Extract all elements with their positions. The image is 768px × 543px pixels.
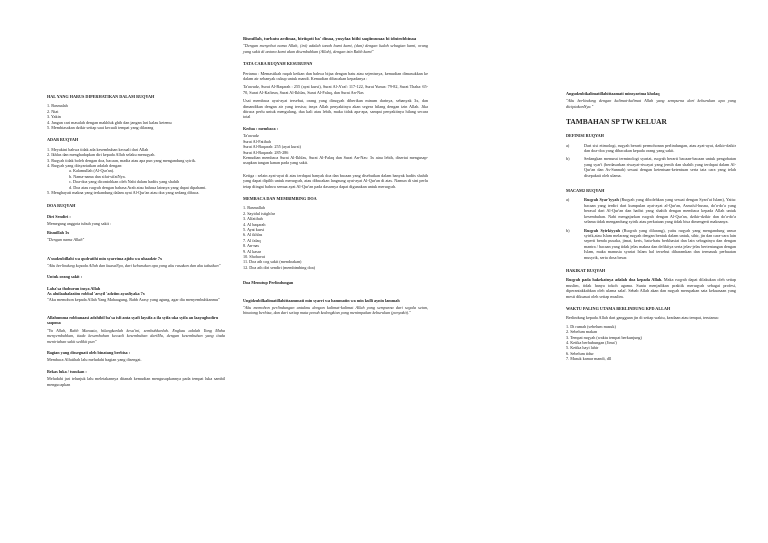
subheading-orang-sakit: Untuk orang sakit :: [47, 274, 83, 280]
list-item: 1. Meyakini bahwa tidak ada kesembuhan kecuali dari Allah: [47, 146, 149, 152]
paragraph: Meludahi jari telunjuk lalu meletakannya ditanah kemudian mengusapkannya pada tempat luka sambil mengucapkan: [47, 376, 225, 387]
list-item: 2. Niat: [47, 108, 59, 114]
doa-as-aluilah: As aluilaahalaziim robbal 'arsyil 'adziim ayasfiyaka 7x: [47, 291, 145, 297]
heading-waktu: WAKTU PALING UTAMA BERLINDUNG KPD ALLAH: [566, 305, 671, 311]
paragraph-ketiga: Ketiga : selain ayat-ayat di atas terdapat banyak doa dan bacaan yang disebutkan dalam banyak hadits shahih yang dapat dipilih untuk meruqyah, atau dibacakan langsung ayat-ayat Al-Qur'an di atas. Namun di sini perlu tetap diingat bahwa semua ayat Al-Qur'an pada dasarnya dapat digunakan untuk meruqyah.: [243, 172, 428, 189]
list-item: 3. Ruqyah tidak boleh dengan doa, bacaan, madia atau apa pun yang mengandung syirik.: [47, 157, 196, 163]
waktu-text: Berlindung kepada Allah dari gangguan jin di setiap waktu, keadaan atau tempat, terutama:: [566, 315, 719, 321]
doa-laba-sa: Laba'sa thohurun insya Allah: [47, 285, 101, 291]
list-item: 6. Al ikhlas: [243, 232, 263, 238]
section-title-tambahan: TAMBAHAN SP TW KELUAR: [566, 117, 667, 127]
list-item: a. Kalamullah (Al-Qur'an).: [69, 168, 115, 174]
list-item: 5. Ayat kursi: [243, 226, 265, 232]
doa-translation: "Aku berlindung kepada Allah dan kuasaNya, dari keburukan apa yang aku rasakan dan aku takutkan": [47, 262, 221, 268]
doa-bismillah-turbatu: Bismillah, turbatu ardinaa, biriiqoti ba' dinaa, yusyfaa biihi saqiimunaa bi idnirobbinaa: [243, 36, 417, 41]
list-item: 4. Ketika berhubungan (Jima'): [566, 340, 617, 345]
list-item: 2. Ikhlas dan menghadapkan diri kepada Allah selaku meruqyah.: [47, 152, 156, 158]
list-item: 1. Basmalah: [47, 103, 68, 109]
list-item: 1. Di rumah (sebelum masuk): [566, 323, 616, 329]
list-item: Surat Al-Fatihah: [243, 138, 271, 144]
list-item: Surat Al-Baqarah: 285-286: [243, 149, 289, 155]
doa-translation: "Dengan nama Allah": [47, 237, 85, 243]
list-item: d. Doa atau ruqyah dengan bahasa Arab atau bahasa lainnya yang dapat dipahami.: [69, 184, 207, 190]
hakikat-lead: Ruqyah pada hakekatnya adalah doa kepada Allah.: [566, 277, 663, 283]
heading-adab: ADAB RUQYAH: [47, 137, 79, 143]
list-item: 12. Doa ath diri sendiri (membimbing doa): [243, 264, 315, 270]
doa-translation: "Aku memohon perlindungan untuknu dengan kalimat-kalimat Allah yang sempurna dari segala setan, binatang berbisa, dan dari setiap mata penuh kedengkian yang menimpakan keburukan (penyakit).": [243, 305, 428, 316]
paragraph: Membaca Alfatihah lalu meludahi bagian yang disengat.: [47, 357, 142, 363]
list-item: 6. Sebelum tidur: [566, 350, 594, 356]
subheading-bagian: Bagian yang disseguati oleh binatang berbisa :: [47, 350, 131, 355]
list-item: 5. Ketika hayi lahir: [566, 345, 599, 351]
definisi-b: Sedangkan menurut terminologi syariat, ruqyah berarti bacaan-bacaan untuk pengobatan yang syar'i (berdasarkan riwayat-riwayat yang jernih dan shahih yang terdapat dalam Al-Qur'an dan As-Sunnah) sesuai dengan ketentuan-ketentuan serta tata cara yang telah disepakati oleh ulama.: [584, 156, 736, 178]
heading-tata-cara: TATA CARA RUQYAH KESURUPAN: [243, 61, 313, 67]
doa-translation: "Dengan menyebut nama Allah, (ini) adalah tanah bumi kami, (dan) dengan ludah sebagian kami, orang yang sakit di antara kami akan disembuhkan (Allah), dengan izin Rabb kami": [243, 43, 428, 54]
list-item: 7. Al falaq: [243, 237, 261, 243]
heading-macam: MACAM2 RUQYAH: [566, 188, 605, 194]
macam-a-title: Ruqyah Syar'iyyah: [584, 197, 619, 203]
macam-b-title: Ruqyah Syirkiyyah: [584, 227, 621, 233]
list-item: Ta'awudz: [243, 133, 259, 139]
heading-membaca-doa: MEMBACA DAN MEMBIMBING DOA: [243, 195, 317, 201]
list-item: 10. Shohavat: [243, 254, 265, 259]
heading-hakikat: HAKIKAT RUQYAH: [566, 267, 606, 273]
list-item: b. Nama-nama dan sifat-sifatNya.: [69, 173, 126, 179]
list-item: Kemudian membaca Surat Al-Ikhlas, Surat Al-Falaq dan Surat An-Nas: 3x atau lebih, disertai mengusap-usapkan tangan kanan pada yang sakit.: [243, 154, 428, 166]
doa-ungidzubil: Ungidzubilkalimatillahittaammati min syarri wa hammatin wa min kulli aynin lammah: [243, 297, 400, 303]
subheading-doa-menutup: Doa Menutup Perlindungan: [243, 280, 294, 286]
list-item: 5. Membiasakan dzikir setiap saat kecuali tempat yang dilarang: [47, 125, 154, 131]
macam-b-text: (Ruqyah yang dilarang), yaitu ruqyah yang mengandung unsur syirik,atau Islam melarang ruqyah dengan bentuk dalam untuk, sihir, jin dan cara-cara lain seperti benda pusaka, jimat, keris, batu-batu berkhasiat dan lain sebagainya dan dengan mantra / bacaan yang tidak jelas makna dan defikitya serta jelas-jelas bertentangan dengan Islam, maka manusia syariat Islam hal tersebut diharamkan dan termasuk perbuatan musyrik, serta dosa besar.: [584, 227, 737, 260]
doa-translation: "Aku berlindung dengan kalimat-kalimat Allah yang sempurna dari keburukan apa yang diciptakanNya.": [566, 98, 736, 109]
list-item: 7. Masuk kamar mandi, dll: [566, 356, 612, 362]
heading-hal-ruqyah: HAL YANG HARUS DIPERHATIKAN DALAM RUQYAH: [47, 94, 155, 99]
list-item: 3. Tempat ruqyah (waktu tempat berkunjung): [566, 334, 642, 340]
heading-doa-ruqyah: DOA RUQYAH: [47, 202, 76, 208]
paragraph-taawudz: Ta'awudz, Surat Al-Baqarah : 255 (ayat kursi), Surat Al-A'raf: 117-122, Surat Yunus: 79-82, Surat Thaha: 65-70, Surat Al-Kafirun, Surat Al-Ikhlas, Surat Al-Falaq, dan Surat An-Nas: [243, 84, 428, 95]
doa-allahumma: Allahumma robbanaasi adzhibil ba'sa isfi anta syafi laysifa a ila syifa uka syifa an laayughodiru saqoma: [47, 314, 219, 326]
definisi-a: Dari sisi etimologi, ruqyah berarti permohonan perlindungan, atau ayat-ayat, dzikir-dzikir dan doa-doa yang dibacakan kepada orang yang sakit.: [584, 142, 736, 154]
doa-angudzubi: Angudzubikalimatillahittaamati minsyarima kholaq: [566, 91, 660, 96]
list-item: c. Doa-doa yang dicontohkan oleh Nabi dalam hadits yang shahih: [69, 179, 180, 185]
hakikat-text: Maka ruqyah dapat dilakukan oleh setiap muslim, tidak hanya tokoh agama. Suatu menjadikan praktik meruqyah sebagai profesi, diperantakkabkan oleh ulama salaf. Sebab Allah akan dan ruqyah merupakan sata kekuasaan yang mesti dikuasai oleh setiap muslim.: [566, 277, 736, 299]
column-left: [47, 87, 225, 390]
list-item: 4. Al baqarah: [243, 221, 266, 227]
paragraph: Memegang anggota tubuh yang sakit :: [47, 221, 112, 227]
paragraph-pertama: Pertama : Memastikah ruqah ketkan dan bahwa bijaa dengan batu atau sejenisnya, kemudian dimasukkan ke dalam air sebanyak cukup untuk mandi. Kemudian dibacakan kepadanya :: [243, 70, 428, 82]
list-item: Surat Al-Baqarah: 255 (ayat kursi): [243, 144, 301, 150]
heading-definisi: DEFINISI RUQYAH: [566, 133, 604, 139]
doa-auudzubillah: A'uudzubillahi wa qudratihi min syarrima ajidu wa uhaadzir 7x: [47, 255, 163, 261]
list-item: 4. Jangan cari masalah dengan makhluk ghib dan jangan lari kalau ketemu: [47, 119, 172, 125]
list-item: 11. Doa ath cog sakit (mendoakan): [243, 259, 302, 265]
doa-translation: "Ya Allah, Rabb Manusia, hilangkanlah kesu'ini, sembuhkanlah. Engkau adalah Yang Maha menyembuhkan, tiada kesembuhan kecuali kesembuhan dariMu, dengan kesembuhan yang tiada meniriahan sakit sedikit pun": [47, 327, 225, 344]
list-item: 5. Menghayati makna yang terkandung dalam ayat Al-Qur'an atau doa yang sedang dibaca.: [47, 190, 200, 196]
list-item: 4. Ruqyah yang diisyariatkan adalah dengan:: [47, 163, 123, 169]
list-item: 8. An-nas: [243, 243, 260, 249]
doa-translation: "Aku memohon kepada Allah Yang Mahaagung, Rabb Arasy yang agung, agar dia menyembuhkanmu": [47, 296, 220, 302]
list-item: 9. Al kasar: [243, 248, 262, 254]
list-item: 2. Sayidul istighfar: [243, 210, 275, 216]
column-right: Angudzubikalimatillahittaamati minsyarima kholaq "Aku berlindung dengan kalimat-kalimat Allah yang sempurna dari keburukan apa yang diciptakanNya." TAMBAHAN SP TW KELUAR DEFINISI RUQYAH a) Dari sisi etimologi, ruqyah berarti permohonan perlindungan, atau ayat-ayat, dzikir-dzikir dan doa-doa yang dibacakan kepada orang yang sakit. b) Sedangkan menurut terminologi syariat, ruqyah berarti bacaan-bacaan untuk pengobatan yang syar'i (berdasarkan riwayat-riwayat yang jernih dan shahih yang terdapat dalam Al-Qur'an dan As-Sunnah) sesuai dengan ketentuan-ketentuan serta tata cara yang telah disepakati oleh ulama. MACAM2 RUQYAH a) Ruqyah Syar'iyyah (Ruqyah yang dibolehkan yang sesuai dengan Syari'at Islam), Yaitu: bacaan yang terdiri dari kumpulan ayat-ayat al-Qur'an, Asma'ul-husna, do'a-do'a yang berasal dari Al-Qur'an dan hadist yang shahih dengan membaca kepada Allah untuk kesembuhan. Nabi mengajarkan ruqyah dengan Al-Qur'an, dzikir-dzikir dan do'a-do'a selama tidak mengandung syirik atau perkataan yang tidak bisa dimengerti maknanya. b) Ruqyah Syirkiyyah (Ruqyah yang dilarang), yaitu ruqyah yang mengandung unsur syirik,atau Islam melarang ruqyah dengan bentuk dalam untuk, sihir, jin dan cara-cara lain seperti benda pusaka, jimat, keris, batu-batu berkhasiat dan lain sebagainya dan dengan mantra / bacaan yang tidak jelas makna dan defikitya serta jelas-jelas bertentangan dengan Islam, maka manusia syariat Islam hal tersebut diharamkan dan termasuk perbuatan musyrik, serta dosa besar. HAKIKAT RUQYAH Ruqyah pada hakekatnya adalah doa kepada Allah. Maka ruqyah dapat dilakukan oleh setiap muslim, tidak hanya tokoh agama. Suatu menjadikan praktik meruqyah sebagai profesi, diperantakkabkan oleh ulama salaf. Sebab Allah akan dan ruqyah merupakan sata kekuasaan yang mesti dikuasai oleh setiap muslim. WAKTU PALING UTAMA BERLINDUNG KPD ALLAH Berlindung kepada Allah dari gangguan jin di setiap waktu, keadaan atau tempat, terutama: 1. Di rumah (sebelum masuk) 2. Sebelum makan 3. Tempat ruqyah (waktu tempat berkunjung) 4. Ketika berhubungan (Jima') 5. Ketika hayi lahir 6. Sebelum tidur 7. Masuk kamar mandi, dll: [566, 91, 737, 362]
subheading-bekas-luka: Bekas luka / tusukan :: [47, 368, 87, 374]
list-item: 3. Yakin: [47, 114, 61, 120]
subheading-diri-sendiri: Diri Sendiri :: [47, 213, 71, 219]
doa-bismillah: Bismillah 3x: [47, 229, 70, 235]
column-middle: [243, 30, 428, 319]
list-item: 2. Sebelum makan: [566, 329, 598, 335]
paragraph-usai: Usai membaca ayat-ayat tersebut, orang yang diruqyah diberikan minum darinya, sebanyak 3x, dan dimandikan dengan air yang tersisa; insya Allah penyakitnya akan segera hilang dengan izin Allah. Jika ditraca perlu untuk mengulang, dua kali atau lebih, maka tidak apa-apa, sampai penyakitnya hilang secara total: [243, 98, 428, 120]
macam-a-text: (Ruqyah yang dibolehkan yang sesuai dengan Syari'at Islam), Yaitu: bacaan yang terdiri dari kumpulan ayat-ayat al-Qur'an, Asma'ul-husna, do'a-do'a yang berasal dari Al-Qur'an dan hadist yang shahih dengan membaca kepada Allah untuk kesembuhan. Nabi mengajarkan ruqyah dengan Al-Qur'an, dzikir-dzikir dan do'a-do'a selama tidak mengandung syirik atau perkataan yang tidak bisa dimengerti maknanya.: [584, 197, 737, 225]
list-item: 3. Alfatihah: [243, 216, 263, 222]
subheading-kedua: Kedua : membaca :: [243, 125, 279, 131]
list-hal: [47, 103, 225, 130]
list-item: 1. Basmallah: [243, 205, 265, 211]
